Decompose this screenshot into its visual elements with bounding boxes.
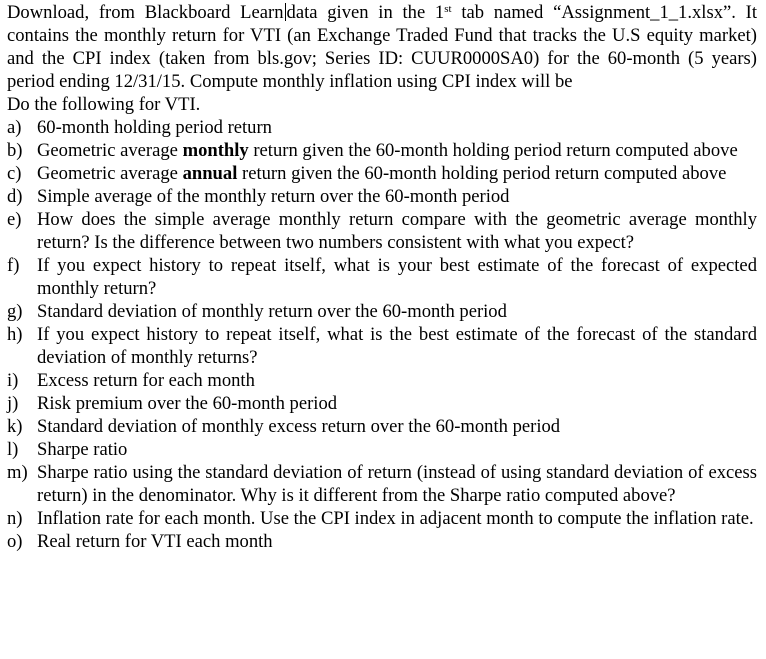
item-marker: e) <box>7 209 22 230</box>
item-marker: a) <box>7 117 22 138</box>
item-text-bold: annual <box>182 163 238 184</box>
list-item <box>7 507 757 530</box>
item-text-pre: Geometric average <box>37 163 183 184</box>
list-item <box>7 369 757 392</box>
intro-paragraph <box>7 1 757 93</box>
intro-superscript: st <box>444 3 452 15</box>
item-text: Inflation rate for each month. Use the CPI index in adjacent month to compute the inflation rate. <box>37 508 754 529</box>
list-item <box>7 208 757 254</box>
item-text: Standard deviation of monthly excess return over the 60-month period <box>37 416 561 437</box>
list-item <box>7 300 757 323</box>
item-text: Standard deviation of monthly return over the 60-month period <box>37 301 507 322</box>
item-marker: h) <box>7 324 23 345</box>
item-marker: l) <box>7 439 19 460</box>
list-item <box>7 415 757 438</box>
item-marker: d) <box>7 186 23 207</box>
text-cursor <box>285 3 286 21</box>
item-text: Sharpe ratio <box>37 439 128 460</box>
list-item <box>7 461 757 507</box>
list-item <box>7 530 757 553</box>
item-text: If you expect history to repeat itself, what is your best estimate of the forecast of expected monthly return? <box>37 255 757 299</box>
item-text-post: return given the 60-month holding period return computed above <box>237 163 727 184</box>
list-item <box>7 323 757 369</box>
intro-text-1: Download, from Blackboard Learn <box>7 2 284 23</box>
list-item <box>7 139 757 162</box>
item-text: If you expect history to repeat itself, what is the best estimate of the forecast of the standard deviation of monthly returns? <box>37 324 757 368</box>
item-marker: c) <box>7 163 22 184</box>
item-marker: m) <box>7 462 28 483</box>
item-marker: j) <box>7 393 19 414</box>
item-text-bold: monthly <box>182 140 249 161</box>
item-marker: g) <box>7 301 23 322</box>
item-text: Excess return for each month <box>37 370 255 391</box>
item-marker: k) <box>7 416 23 437</box>
list-item <box>7 438 757 461</box>
item-text <box>37 139 757 162</box>
list-item <box>7 162 757 185</box>
list-item <box>7 185 757 208</box>
item-text: Simple average of the monthly return over the 60-month period <box>37 186 510 207</box>
item-text: How does the simple average monthly return compare with the geometric average monthly return? Is the difference between two numbers consistent with what you expect? <box>37 209 757 253</box>
item-text-post: return given the 60-month holding period return computed above <box>248 140 738 161</box>
item-marker: i) <box>7 370 19 391</box>
item-text: 60-month holding period return <box>37 117 272 138</box>
item-marker: o) <box>7 531 23 552</box>
intro-text-2: data given in the 1 <box>286 2 445 23</box>
task-list <box>7 116 757 553</box>
item-text: Real return for VTI each month <box>37 531 273 552</box>
list-item <box>7 254 757 300</box>
item-marker: b) <box>7 140 23 161</box>
item-marker: n) <box>7 508 23 529</box>
item-text: Risk premium over the 60-month period <box>37 393 338 414</box>
intro-text-3: tab named “Assignment_1_1.xlsx”. It contains the monthly return for VTI (an Exchange Traded Fund that tracks the U.S equity market) and the CPI index (taken from bls.gov; Series ID: CUUR0000SA0) for the 60-month (5 years) period ending 12/31/15. Compute monthly inflation using CPI index will be <box>7 2 757 92</box>
item-text-pre: Geometric average <box>37 140 183 161</box>
item-text: Sharpe ratio using the standard deviation of return (instead of using standard deviation of excess return) in the denominator. Why is it different from the Sharpe ratio computed above? <box>37 462 757 506</box>
list-item <box>7 392 757 415</box>
instruction-lead: Do the following for VTI. <box>7 94 201 115</box>
item-marker: f) <box>7 255 20 276</box>
list-item <box>7 116 757 139</box>
item-text <box>37 162 757 185</box>
